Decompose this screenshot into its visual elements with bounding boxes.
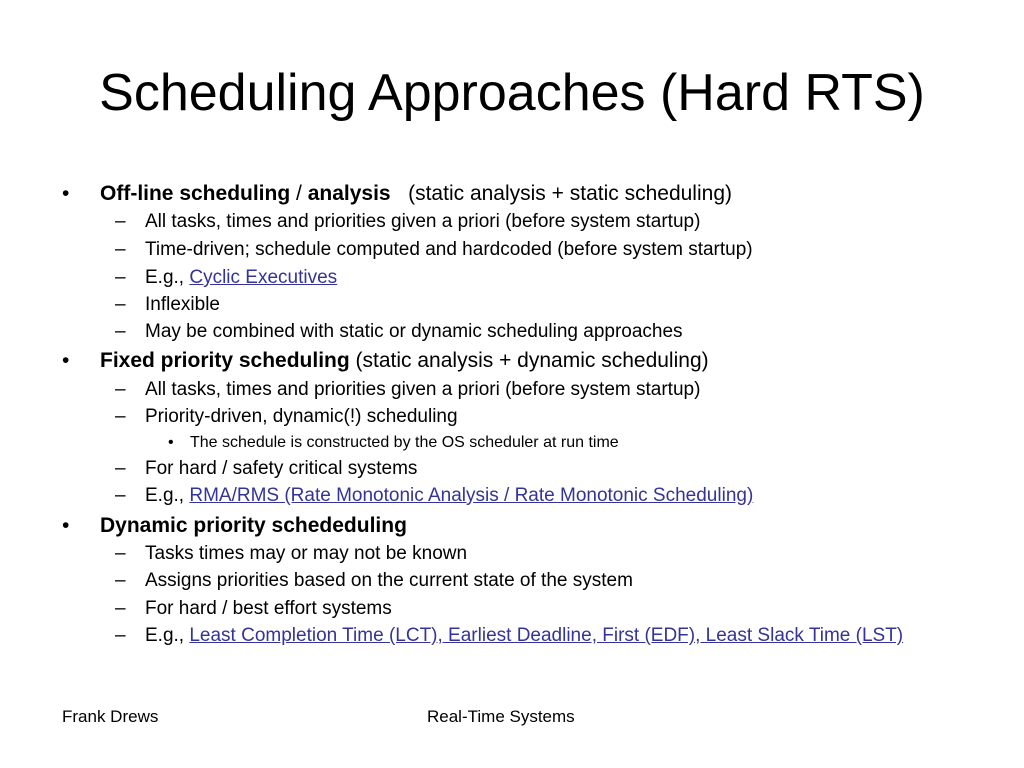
bullet-dynamic-priority [62,512,407,540]
dash-marker: – [115,379,126,400]
dash-marker: – [115,458,126,479]
item-text: Inflexible [145,294,220,315]
item-prefix: E.g., [145,625,190,646]
item-prefix: E.g., [145,267,190,288]
list-item [115,210,701,234]
dash-marker: – [115,211,126,232]
bullet-marker: • [62,182,70,205]
item-text: Assigns priorities based on the current state of the system [145,570,633,591]
dash-marker: – [115,570,126,591]
dash-marker: – [115,485,126,506]
link-cyclic-executives[interactable]: Cyclic Executives [189,267,338,288]
item-text: The schedule is constructed by the OS scheduler at run time [190,434,619,451]
heading-analysis: analysis [307,182,391,205]
heading-offline-scheduling: Off-line scheduling [100,182,291,205]
item-text: May be combined with static or dynamic scheduling approaches [145,321,683,342]
list-item [115,293,220,317]
dash-marker: – [115,406,126,427]
footer-course: Real-Time Systems [427,707,575,726]
list-item [115,625,945,647]
bullet-marker: • [62,349,70,372]
bullet-offline-scheduling [62,180,732,208]
footer-author: Frank Drews [62,707,159,726]
heading-note: (static analysis + dynamic scheduling) [349,349,709,372]
item-text: For hard / safety critical systems [145,458,418,479]
link-rma-rms[interactable]: RMA/RMS (Rate Monotonic Analysis / Rate Monotonic Scheduling) [189,485,754,506]
item-text: Priority-driven, dynamic(!) scheduling [145,406,458,427]
item-text: All tasks, times and priorities given a priori (before system startup) [145,379,701,400]
item-text: For hard / best effort systems [145,598,392,619]
item-text: Tasks times may or may not be known [145,543,468,564]
list-item [115,457,418,481]
item-text: All tasks, times and priorities given a priori (before system startup) [145,211,701,232]
list-item [115,266,338,290]
dash-marker: – [115,294,126,315]
item-text: Time-driven; schedule computed and hardcoded (before system startup) [145,239,753,260]
list-item [115,405,458,429]
list-item [115,320,683,344]
heading-fixed-priority: Fixed priority scheduling [100,349,350,372]
dash-marker: – [115,543,126,564]
bullet-fixed-priority [62,347,709,375]
list-item [115,569,633,593]
bullet-marker: • [168,434,174,451]
sub-list-item [168,433,619,453]
heading-dynamic-priority: Dynamic priority schededuling [100,514,407,537]
heading-note: (static analysis + static scheduling) [390,182,732,205]
list-item [115,542,468,566]
heading-separator: / [290,182,308,205]
dash-marker: – [115,598,126,619]
list-item [115,484,754,508]
list-item [115,238,753,262]
link-lct-edf-lst[interactable]: Least Completion Time (LCT), Earliest Deadline, First (EDF), Least Slack Time (LST) [189,625,904,646]
dash-marker: – [115,321,126,342]
dash-marker: – [115,625,126,646]
list-item [115,378,701,402]
bullet-marker: • [62,514,70,537]
slide-title: Scheduling Approaches (Hard RTS) [99,64,925,122]
item-prefix: E.g., [145,485,190,506]
dash-marker: – [115,267,126,288]
list-item [115,597,392,621]
dash-marker: – [115,239,126,260]
